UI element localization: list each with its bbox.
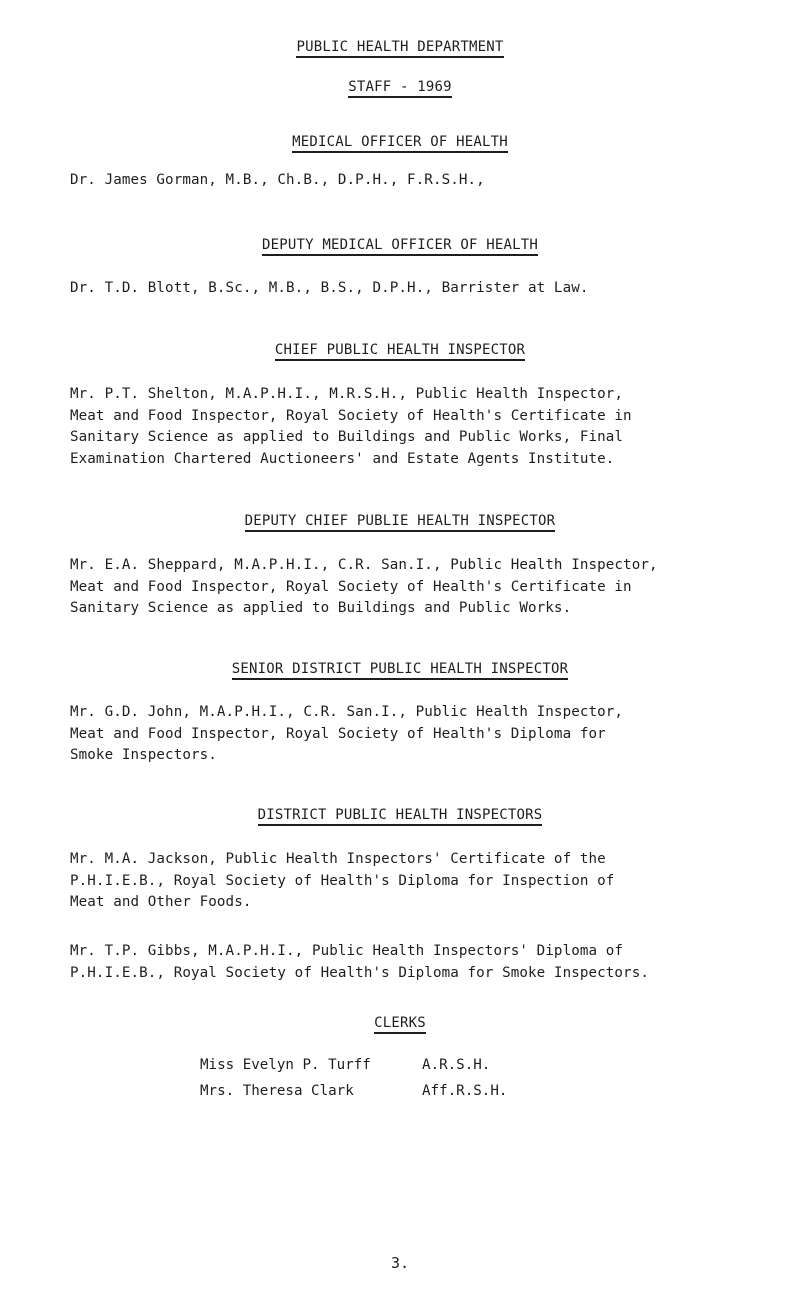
department-title	[0, 38, 800, 56]
section-heading	[0, 133, 800, 151]
clerk-name: Miss Evelyn P. Turff	[200, 1057, 371, 1073]
section-heading	[0, 806, 800, 824]
section-heading	[0, 341, 800, 359]
section-heading-text: SENIOR DISTRICT PUBLIC HEALTH INSPECTOR	[232, 661, 569, 680]
section-heading-text: DEPUTY MEDICAL OFFICER OF HEALTH	[262, 237, 538, 256]
department-title-text: PUBLIC HEALTH DEPARTMENT	[296, 39, 503, 58]
clerk-name: Mrs. Theresa Clark	[200, 1083, 354, 1099]
clerk-qualification: A.R.S.H.	[422, 1057, 491, 1073]
section-heading	[0, 1014, 800, 1032]
staff-entry: Dr. James Gorman, M.B., Ch.B., D.P.H., F.R.S.H.,	[70, 172, 485, 188]
staff-year-title	[0, 78, 800, 96]
section-heading-text: DEPUTY CHIEF PUBLIE HEALTH INSPECTOR	[245, 513, 556, 532]
section-heading-text: CLERKS	[374, 1015, 426, 1034]
staff-entry: Mr. P.T. Shelton, M.A.P.H.I., M.R.S.H., Public Health Inspector, Meat and Food Inspector, Royal Society of Health's Certificate in Sanitary Science as applied to Buildings and Public Works, Final Examination Chartered Auctioneers' and Estate Agents Institute.	[70, 386, 632, 467]
section-heading-text: MEDICAL OFFICER OF HEALTH	[292, 134, 508, 153]
clerk-row	[200, 1081, 507, 1102]
staff-entry: Mr. E.A. Sheppard, M.A.P.H.I., C.R. San.I., Public Health Inspector, Meat and Food Inspector, Royal Society of Health's Certificate in Sanitary Science as applied to Buildings and Public Works.	[70, 557, 658, 616]
staff-entry: Mr. T.P. Gibbs, M.A.P.H.I., Public Health Inspectors' Diploma of P.H.I.E.B., Royal Society of Health's Diploma for Smoke Inspectors.	[70, 943, 649, 981]
clerk-row	[200, 1055, 490, 1076]
clerk-qualification: Aff.R.S.H.	[422, 1083, 508, 1099]
section-heading-text: DISTRICT PUBLIC HEALTH INSPECTORS	[258, 807, 543, 826]
staff-entry: Mr. G.D. John, M.A.P.H.I., C.R. San.I., Public Health Inspector, Meat and Food Inspector, Royal Society of Health's Diploma for Smoke Inspectors.	[70, 704, 624, 763]
section-heading	[0, 512, 800, 530]
staff-entry: Dr. T.D. Blott, B.Sc., M.B., B.S., D.P.H., Barrister at Law.	[70, 280, 589, 296]
page-number: 3.	[390, 1254, 410, 1272]
staff-year-title-text: STAFF - 1969	[348, 79, 452, 98]
section-heading-text: CHIEF PUBLIC HEALTH INSPECTOR	[275, 342, 525, 361]
staff-entry: Mr. M.A. Jackson, Public Health Inspectors' Certificate of the P.H.I.E.B., Royal Society of Health's Diploma for Inspection of Meat and Other Foods.	[70, 851, 615, 910]
section-heading	[0, 236, 800, 254]
section-heading	[0, 660, 800, 678]
